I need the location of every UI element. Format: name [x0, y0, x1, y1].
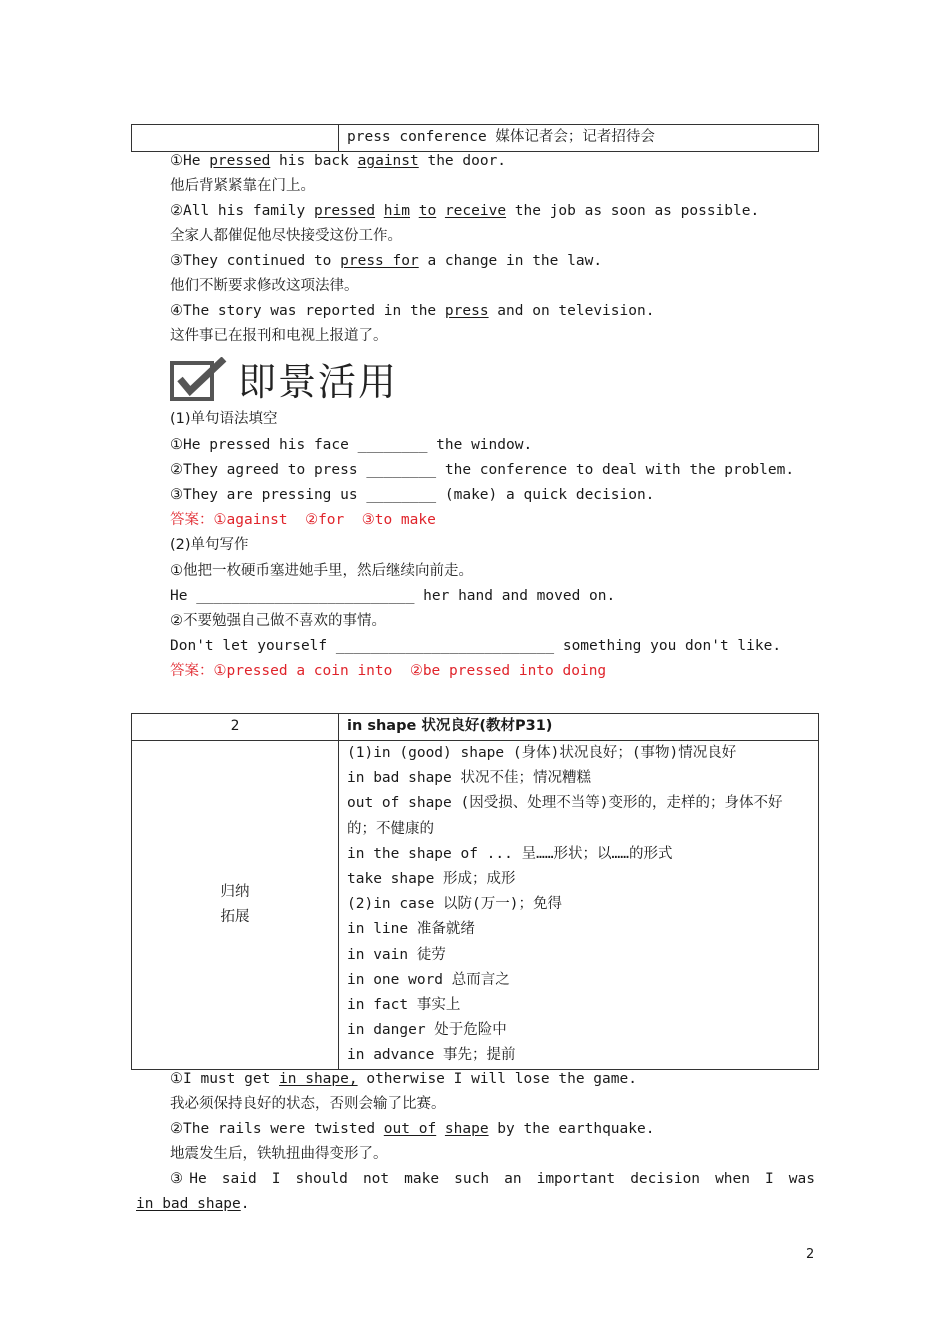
text: a change in the law. — [418, 253, 603, 269]
exercise2-item-2-en: Don't let yourself _________________________ something you don't like. — [170, 638, 782, 654]
text — [436, 203, 445, 219]
shape-example-line-3-cont — [136, 1193, 250, 1215]
translation-line-4: 这件事已在报刊和电视上报道了。 — [170, 328, 388, 344]
exercise1-item-1: ①He pressed his face ________ the window. — [170, 437, 533, 453]
text: ④The story was reported in the — [170, 303, 445, 319]
underlined-word: pressed — [313, 203, 376, 219]
translation-line-1: 他后背紧紧靠在门上。 — [170, 178, 315, 194]
table-number-cell — [132, 714, 339, 741]
entry-number: 2 — [230, 718, 240, 734]
phrase-line: in advance 事先；提前 — [347, 1047, 516, 1064]
underlined-word: in shape, — [279, 1071, 358, 1087]
shape-example-line-2 — [170, 1118, 654, 1140]
text: his back — [270, 153, 358, 169]
phrase-line: in one word 总而言之 — [347, 971, 510, 988]
rowhead-line: 拓展 — [220, 909, 250, 925]
text: the job as soon as possible. — [506, 203, 760, 219]
underlined-word: against — [357, 153, 419, 169]
table-cell-empty — [132, 125, 339, 152]
underlined-word: press for — [340, 253, 419, 269]
text: ③He said I should not make such an important decision when I was — [170, 1171, 815, 1187]
answer-label: 答案： — [170, 663, 214, 679]
phrase-line: in line 准备就绪 — [347, 921, 475, 938]
vocab-table-press — [131, 124, 819, 152]
exercise2-item-2-cn: ②不要勉强自己做不喜欢的事情。 — [170, 613, 386, 629]
vocab-table-in-shape — [131, 713, 819, 1070]
underlined-word: receive — [444, 203, 507, 219]
table-header-cell — [339, 714, 819, 741]
exercise1-answer — [170, 509, 436, 531]
text: by the earthquake. — [488, 1121, 655, 1137]
text: . — [240, 1196, 250, 1212]
exercise2-item-1-en: He _________________________ her hand and moved on. — [170, 588, 616, 604]
table-rowhead-cell — [132, 741, 339, 1070]
underlined-word: shape — [444, 1121, 489, 1137]
checkmark-icon — [170, 357, 224, 399]
entry-headword: in shape — [347, 718, 417, 734]
text — [410, 203, 419, 219]
underlined-word: pressed — [209, 153, 271, 169]
underlined-word: out of — [383, 1121, 437, 1137]
text: and on television. — [488, 303, 655, 319]
phrase-line: in vain 徒劳 — [347, 946, 446, 963]
underlined-word: in bad shape — [136, 1196, 241, 1212]
section-banner — [170, 354, 398, 402]
phrase-line: out of shape (因受损、处理不当等)变形的，走样的；身体不好 — [347, 795, 783, 812]
phrase-line: in the shape of ... 呈……形状；以……的形式 — [347, 845, 673, 862]
answer-text: ①pressed a coin into ②be pressed into doing — [213, 663, 607, 679]
underlined-word: press — [444, 303, 489, 319]
phrase-line: (1)in (good) shape (身体)状况良好；(事物)情况良好 — [347, 745, 737, 761]
phrase-line: in danger 处于危险中 — [347, 1022, 507, 1039]
example-line-1 — [170, 150, 506, 172]
page-number: 2 — [806, 1247, 815, 1262]
text: ②The rails were twisted — [170, 1121, 384, 1137]
exercise2-item-1-cn: ①他把一枚硬币塞进她手里，然后继续向前走。 — [170, 563, 473, 579]
translation-line-3: 他们不断要求修改这项法律。 — [170, 278, 359, 294]
text: ③They continued to — [170, 253, 341, 269]
text: ①He — [170, 153, 210, 169]
underlined-word: him — [383, 203, 410, 219]
exercise1-item-2: ②They agreed to press ________ the conference to deal with the problem. — [170, 462, 795, 478]
underlined-word: to — [418, 203, 437, 219]
shape-example-line-3 — [170, 1168, 815, 1190]
example-line-3 — [170, 250, 602, 272]
entry-headword-meaning: 状况良好(教材P31) — [416, 718, 553, 734]
banner-title: 即景活用 — [238, 359, 399, 404]
translation-line-2: 全家人都催促他尽快接受这份工作。 — [170, 228, 402, 244]
text: the door. — [418, 153, 507, 169]
text — [375, 203, 384, 219]
example-line-4 — [170, 300, 654, 322]
phrase-line: in fact 事实上 — [347, 997, 461, 1014]
answer-label: 答案： — [170, 512, 214, 528]
phrase-line: 的；不健康的 — [347, 820, 434, 837]
exercise2-heading: (2)单句写作 — [170, 537, 249, 553]
example-line-2 — [170, 200, 759, 222]
table-cell-press-conference — [339, 125, 819, 152]
text: ②All his family — [170, 203, 314, 219]
shape-example-line-1 — [170, 1068, 637, 1090]
exercise1-heading: (1)单句语法填空 — [170, 411, 278, 427]
phrase-line: in bad shape 状况不佳；情况糟糕 — [347, 770, 591, 787]
shape-translation-line-1: 我必须保持良好的状态，否则会输了比赛。 — [170, 1096, 446, 1112]
answer-text: ①against ②for ③to make — [213, 512, 436, 528]
shape-translation-line-2: 地震发生后，铁轨扭曲得变形了。 — [170, 1146, 388, 1162]
text — [436, 1121, 445, 1137]
rowhead-line: 归纳 — [220, 884, 250, 900]
press-conference-entry: press conference 媒体记者会；记者招待会 — [347, 129, 655, 145]
phrase-line: take shape 形成；成形 — [347, 871, 516, 888]
exercise2-answer — [170, 660, 606, 682]
text: ①I must get — [170, 1071, 280, 1087]
table-content-cell — [339, 741, 819, 1070]
phrase-line: (2)in case 以防(万一)；免得 — [347, 896, 562, 913]
exercise1-item-3: ③They are pressing us ________ (make) a quick decision. — [170, 487, 655, 503]
text: otherwise I will lose the game. — [357, 1071, 637, 1087]
